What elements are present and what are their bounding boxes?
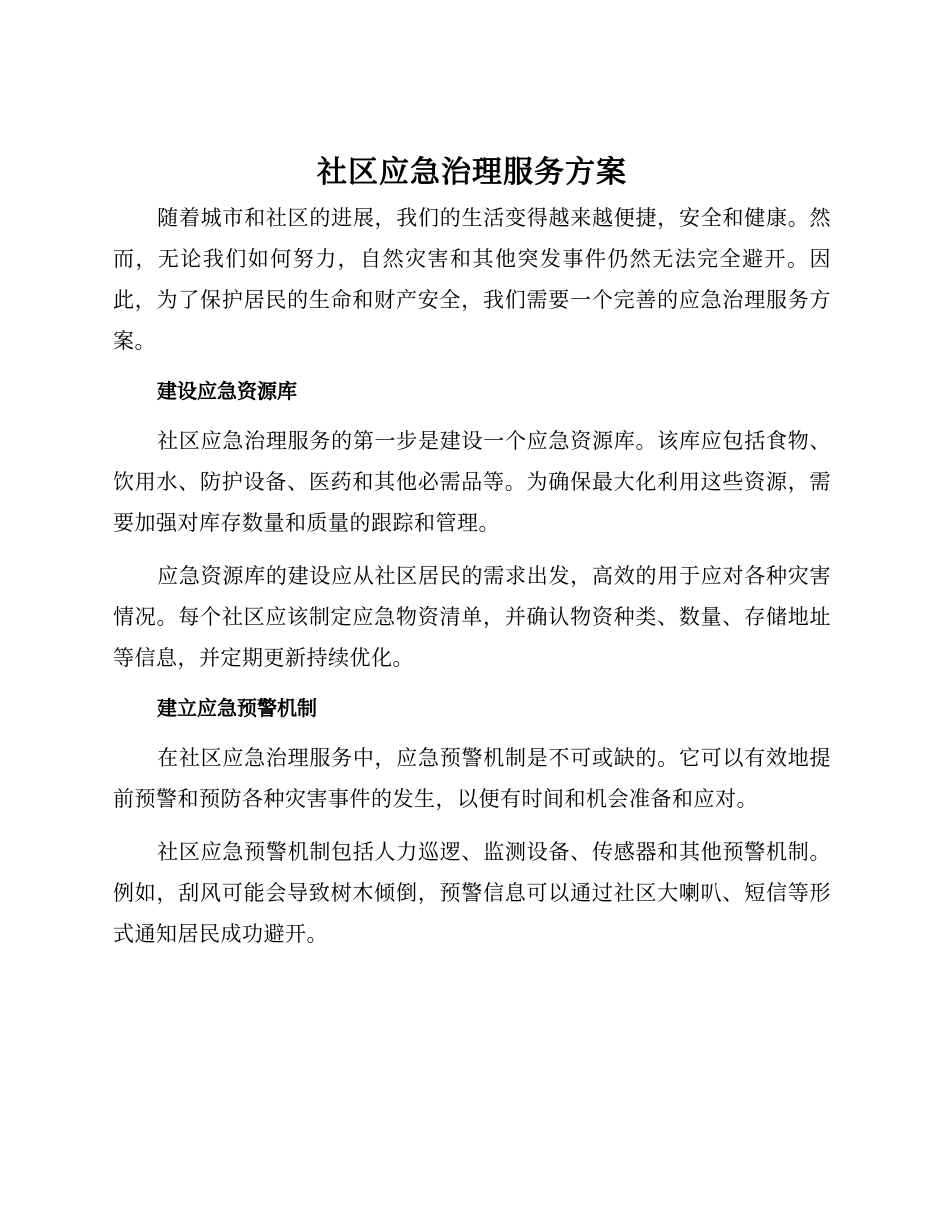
intro-paragraph: 随着城市和社区的进展，我们的生活变得越来越便捷，安全和健康。然而，无论我们如何努力，自然灾害和其他突发事件仍然无法完全避开。因此，为了保护居民的生命和财产安全，我们需要一个完善的应急治理服务方案。 xyxy=(113,206,831,353)
section-heading-resource-library: 建设应急资源库 xyxy=(157,379,297,403)
spacer xyxy=(113,729,831,738)
spacer xyxy=(113,820,831,832)
spacer xyxy=(113,544,831,556)
spacer xyxy=(113,679,831,688)
spacer xyxy=(113,362,831,371)
section-paragraph: 社区应急治理服务的第一步是建设一个应急资源库。该库应包括食物、饮用水、防护设备、医药和其他必需品等。为确保最大化利用这些资源，需要加强对库存数量和质量的跟踪和管理。 xyxy=(113,429,831,535)
section-paragraph: 社区应急预警机制包括人力巡逻、监测设备、传感器和其他预警机制。例如，刮风可能会导致树木倾倒，预警信息可以通过社区大喇叭、短信等形式通知居民成功避开。 xyxy=(113,840,831,946)
section-paragraph: 应急资源库的建设应从社区居民的需求出发，高效的用于应对各种灾害情况。每个社区应该制定应急物资清单，并确认物资种类、数量、存储地址等信息，并定期更新持续优化。 xyxy=(113,564,831,670)
section-heading-early-warning: 建立应急预警机制 xyxy=(157,696,317,720)
section-paragraph: 在社区应急治理服务中，应急预警机制是不可或缺的。它可以有效地提前预警和预防各种灾害事件的发生，以便有时间和机会准备和应对。 xyxy=(113,746,831,811)
document-title: 社区应急治理服务方案 xyxy=(317,155,627,190)
document-body xyxy=(113,148,831,955)
spacer xyxy=(113,412,831,421)
